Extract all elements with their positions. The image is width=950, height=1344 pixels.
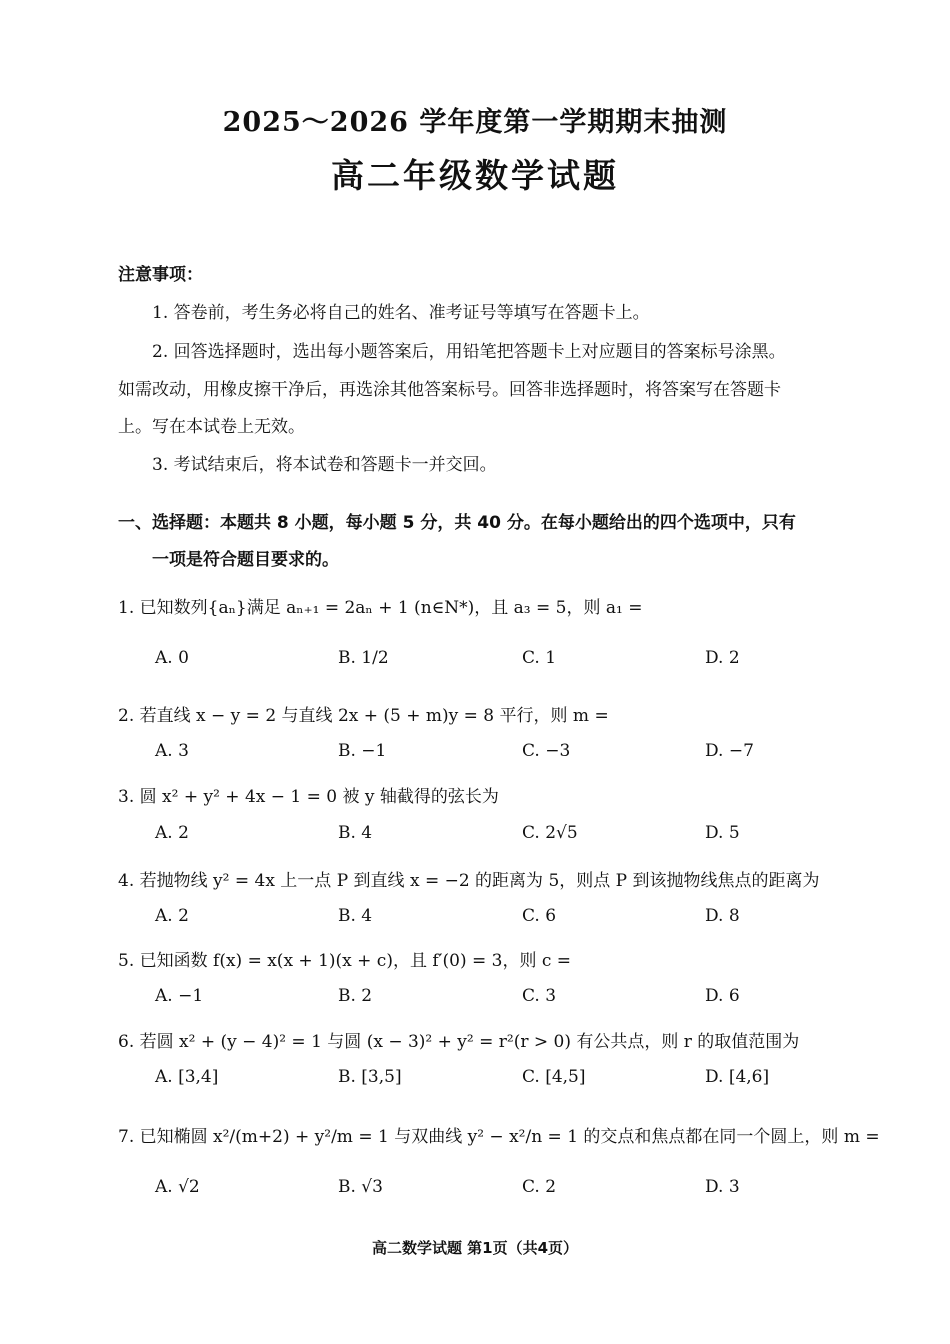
question-2: 2. 若直线 x − y = 2 与直线 2x + (5 + m)y = 8 平行，则 m = <box>118 706 609 726</box>
question-5-options <box>0 986 950 1016</box>
question-3-options <box>0 823 950 853</box>
option-a: A. 0 <box>155 648 189 668</box>
option-a: A. 2 <box>155 906 189 926</box>
option-a: A. 2 <box>155 823 189 843</box>
section-heading-line-1: 一、选择题：本题共 8 小题，每小题 5 分，共 40 分。在每小题给出的四个选项中，只有 <box>118 513 796 533</box>
notice-heading: 注意事项： <box>118 265 203 285</box>
question-2-options <box>0 741 950 771</box>
option-c: C. 2 <box>522 1177 557 1197</box>
page-footer: 高二数学试题 第1页（共4页） <box>371 1239 579 1257</box>
notice-line-5: 3. 考试结束后，将本试卷和答题卡一并交回。 <box>152 455 497 475</box>
option-d: D. 8 <box>705 906 740 926</box>
exam-title: 2025～2026 学年度第一学期期末抽测 <box>222 107 728 138</box>
question-1: 1. 已知数列{aₙ}满足 aₙ₊₁ = 2aₙ + 1 (n∈N*)，且 a₃ = 5，则 a₁ = <box>118 598 643 618</box>
option-a: A. 3 <box>155 741 189 761</box>
question-4: 4. 若抛物线 y² = 4x 上一点 P 到直线 x = −2 的距离为 5，则点 P 到该抛物线焦点的距离为 <box>118 871 820 891</box>
option-c: C. 3 <box>522 986 557 1006</box>
section-heading-line-2: 一项是符合题目要求的。 <box>152 550 339 570</box>
option-c: C. [4,5] <box>522 1067 586 1087</box>
option-b: B. [3,5] <box>338 1067 402 1087</box>
option-d: D. 3 <box>705 1177 740 1197</box>
question-7-options <box>0 1177 950 1207</box>
option-d: D. [4,6] <box>705 1067 770 1087</box>
option-b: B. 4 <box>338 906 373 926</box>
question-1-options <box>0 648 950 678</box>
option-d: D. 5 <box>705 823 740 843</box>
option-d: D. 6 <box>705 986 740 1006</box>
exam-subtitle: 高二年级数学试题 <box>331 156 619 195</box>
option-b: B. 2 <box>338 986 373 1006</box>
question-6-options <box>0 1067 950 1097</box>
option-c: C. 2√5 <box>522 823 578 843</box>
option-d: D. 2 <box>705 648 740 668</box>
option-a: A. −1 <box>155 986 204 1006</box>
notice-line-1: 1. 答卷前，考生务必将自己的姓名、准考证号等填写在答题卡上。 <box>152 303 650 323</box>
option-b: B. √3 <box>338 1177 383 1197</box>
option-b: B. 4 <box>338 823 373 843</box>
question-4-options <box>0 906 950 936</box>
option-a: A. √2 <box>155 1177 200 1197</box>
option-c: C. 6 <box>522 906 557 926</box>
option-a: A. [3,4] <box>155 1067 219 1087</box>
question-5: 5. 已知函数 f(x) = x(x + 1)(x + c)，且 f′(0) = 3，则 c = <box>118 951 572 971</box>
option-b: B. 1/2 <box>338 648 389 668</box>
notice-line-4: 上。写在本试卷上无效。 <box>118 417 305 437</box>
question-7: 7. 已知椭圆 x²/(m+2) + y²/m = 1 与双曲线 y² − x²/n = 1 的交点和焦点都在同一个圆上，则 m = <box>118 1127 880 1147</box>
option-b: B. −1 <box>338 741 387 761</box>
option-c: C. −3 <box>522 741 571 761</box>
option-d: D. −7 <box>705 741 754 761</box>
question-3: 3. 圆 x² + y² + 4x − 1 = 0 被 y 轴截得的弦长为 <box>118 787 499 807</box>
notice-line-3: 如需改动，用橡皮擦干净后，再选涂其他答案标号。回答非选择题时，将答案写在答题卡 <box>118 380 781 400</box>
notice-line-2: 2. 回答选择题时，选出每小题答案后，用铅笔把答题卡上对应题目的答案标号涂黑。 <box>152 342 786 362</box>
option-c: C. 1 <box>522 648 557 668</box>
question-6: 6. 若圆 x² + (y − 4)² = 1 与圆 (x − 3)² + y² = r²(r > 0) 有公共点，则 r 的取值范围为 <box>118 1032 800 1052</box>
